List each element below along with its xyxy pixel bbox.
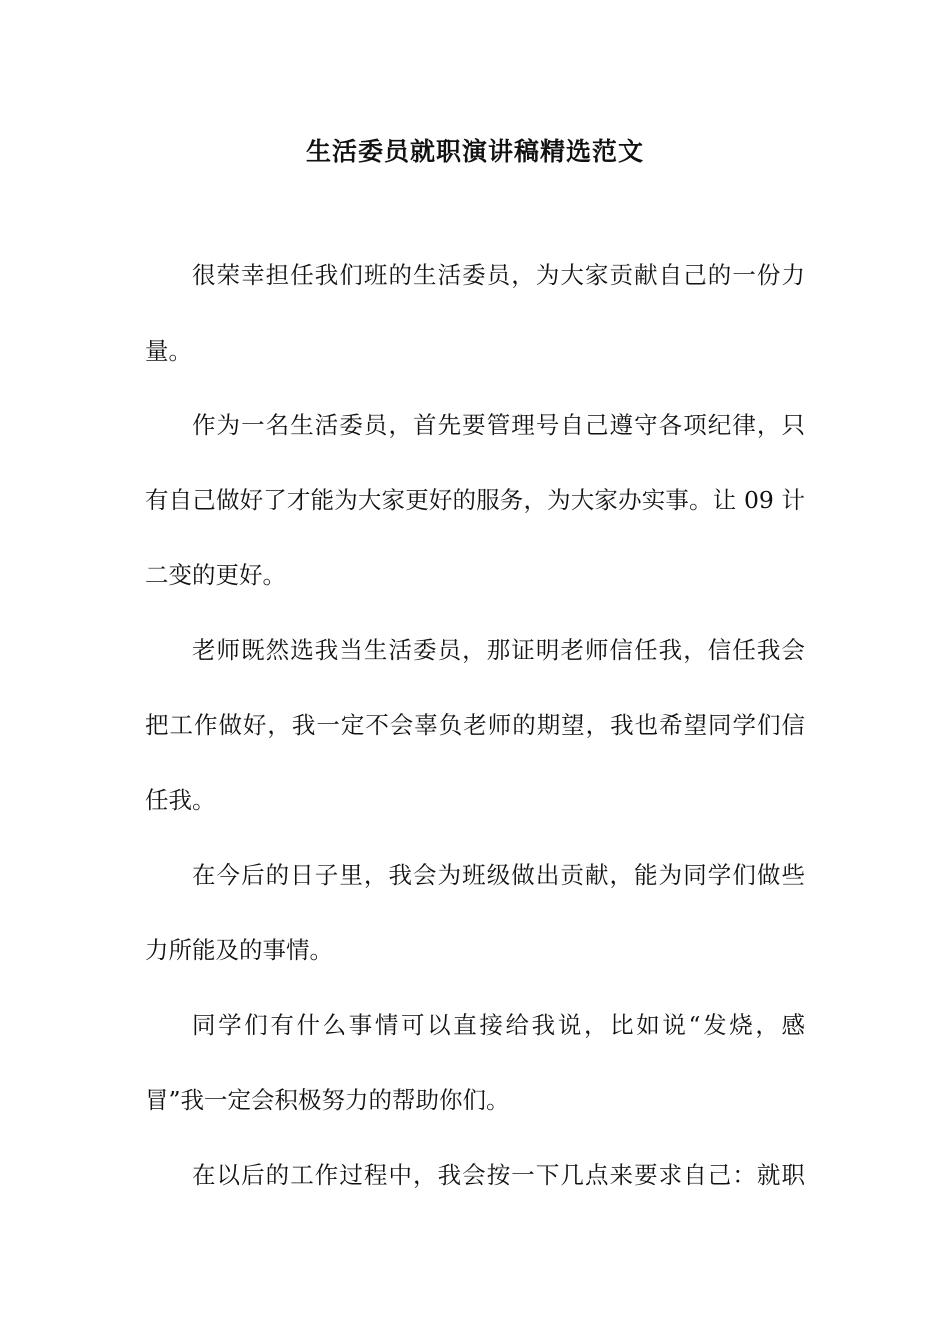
paragraph-3-line-3: 任我。: [145, 786, 216, 814]
paragraph-2-line-2: 有自己做好了才能为大家更好的服务，为大家办实事。让 09 计: [145, 486, 805, 514]
paragraph-1-line-2: 量。: [145, 337, 192, 365]
paragraph-3-line-1: 老师既然选我当生活委员，那证明老师信任我，信任我会: [192, 636, 805, 664]
paragraph-6-line-1: 在以后的工作过程中，我会按一下几点来要求自己：就职: [192, 1161, 805, 1189]
document-title: 生活委员就职演讲稿精选范文: [305, 137, 644, 166]
paragraph-4-line-2: 力所能及的事情。: [145, 936, 333, 964]
paragraph-2-line-1: 作为一名生活委员，首先要管理号自己遵守各项纪律，只: [192, 411, 805, 439]
paragraph-5-line-1: 同学们有什么事情可以直接给我说，比如说“发烧，感: [192, 1011, 805, 1039]
paragraph-4-line-1: 在今后的日子里，我会为班级做出贡献，能为同学们做些: [192, 861, 805, 889]
paragraph-1-line-1: 很荣幸担任我们班的生活委员，为大家贡献自己的一份力: [192, 261, 805, 289]
paragraph-2-line-3: 二变的更好。: [145, 561, 286, 589]
paragraph-5-line-2: 冒”我一定会积极努力的帮助你们。: [145, 1086, 510, 1114]
paragraph-3-line-2: 把工作做好，我一定不会辜负老师的期望，我也希望同学们信: [145, 711, 805, 739]
